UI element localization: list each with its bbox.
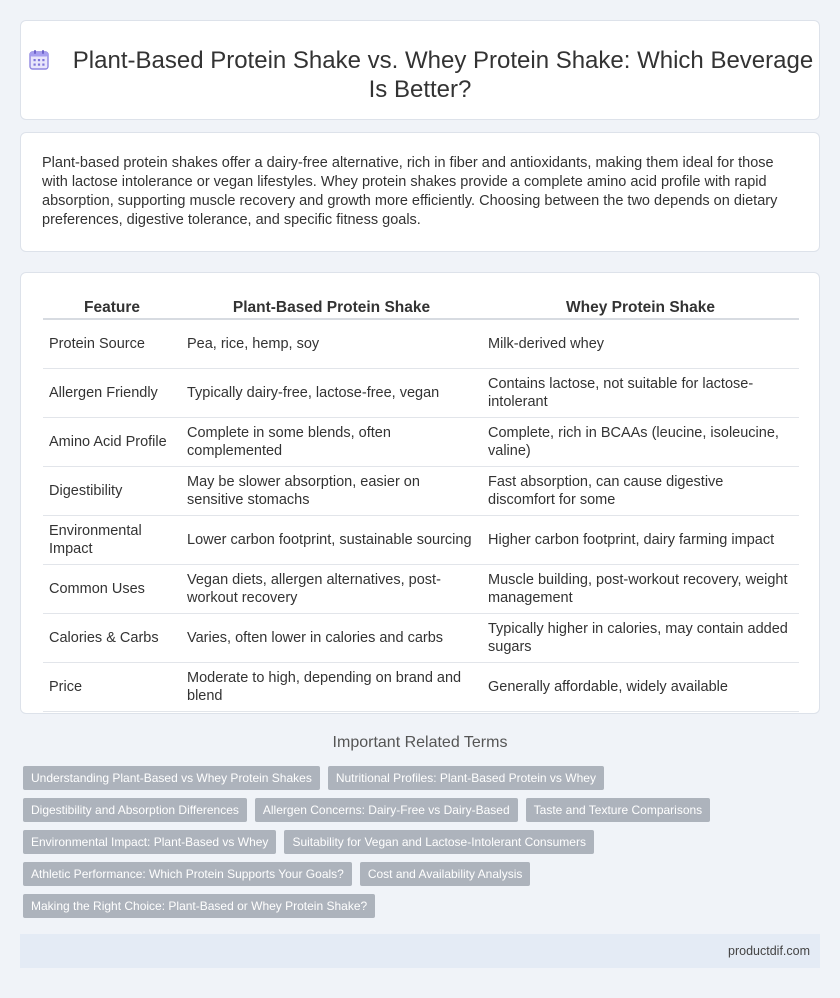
column-header-whey: Whey Protein Shake [482, 294, 799, 319]
related-terms-row [23, 862, 813, 886]
whey-cell: Generally affordable, widely available [482, 662, 799, 711]
table-row [43, 515, 799, 564]
related-terms-row [23, 830, 813, 854]
related-term-tag[interactable]: Environmental Impact: Plant-Based vs Whey [23, 830, 276, 854]
column-header-plant-based: Plant-Based Protein Shake [181, 294, 482, 319]
plant-based-cell: Pea, rice, hemp, soy [181, 319, 482, 368]
related-term-tag[interactable]: Understanding Plant-Based vs Whey Protein Shakes [23, 766, 320, 790]
feature-cell: Calories & Carbs [43, 613, 181, 662]
related-term-tag[interactable]: Athletic Performance: Which Protein Supports Your Goals? [23, 862, 352, 886]
comparison-table [43, 294, 799, 712]
footer [20, 934, 820, 968]
table-row [43, 417, 799, 466]
table-row [43, 564, 799, 613]
table-header-row [43, 294, 799, 319]
related-term-tag[interactable]: Allergen Concerns: Dairy-Free vs Dairy-Based [255, 798, 518, 822]
plant-based-cell: Varies, often lower in calories and carbs [181, 613, 482, 662]
table-row [43, 613, 799, 662]
plant-based-cell: May be slower absorption, easier on sensitive stomachs [181, 466, 482, 515]
table-row [43, 466, 799, 515]
feature-cell: Digestibility [43, 466, 181, 515]
related-terms-row [23, 766, 813, 790]
related-term-tag[interactable]: Digestibility and Absorption Differences [23, 798, 247, 822]
comparison-card [20, 272, 820, 714]
whey-cell: Complete, rich in BCAAs (leucine, isoleucine, valine) [482, 417, 799, 466]
plant-based-cell: Typically dairy-free, lactose-free, vegan [181, 368, 482, 417]
related-terms-title: Important Related Terms [332, 734, 508, 751]
whey-cell: Contains lactose, not suitable for lactose-intolerant [482, 368, 799, 417]
related-term-tag[interactable]: Suitability for Vegan and Lactose-Intolerant Consumers [284, 830, 594, 854]
related-terms-row [23, 798, 813, 822]
feature-cell: Price [43, 662, 181, 711]
related-term-tag[interactable]: Taste and Texture Comparisons [526, 798, 711, 822]
related-terms-row [23, 894, 813, 918]
related-terms-list [23, 766, 813, 926]
summary-card [20, 132, 820, 252]
whey-cell: Milk-derived whey [482, 319, 799, 368]
related-term-tag[interactable]: Cost and Availability Analysis [360, 862, 531, 886]
whey-cell: Fast absorption, can cause digestive discomfort for some [482, 466, 799, 515]
table-row [43, 662, 799, 711]
summary-text: Plant-based protein shakes offer a dairy-free alternative, rich in fiber and antioxidants, making them ideal for those with lactose intolerance or vegan lifestyles. Whey protein shakes provide a complete amino acid profile with rapid absorption, supporting muscle recovery and growth more efficiently. Choosing between the two depends on dietary preferences, digestive tolerance, and specific fitness goals. [42, 155, 778, 228]
feature-cell: Allergen Friendly [43, 368, 181, 417]
feature-cell: Environmental Impact [43, 515, 181, 564]
table-row [43, 368, 799, 417]
plant-based-cell: Vegan diets, allergen alternatives, post-workout recovery [181, 564, 482, 613]
page-title: Plant-Based Protein Shake vs. Whey Protein Shake: Which Beverage Is Better? [72, 47, 814, 103]
plant-based-cell: Lower carbon footprint, sustainable sourcing [181, 515, 482, 564]
footer-site-link[interactable]: productdif.com [728, 944, 810, 958]
table-row [43, 319, 799, 368]
related-term-tag[interactable]: Nutritional Profiles: Plant-Based Protein vs Whey [328, 766, 604, 790]
whey-cell: Higher carbon footprint, dairy farming impact [482, 515, 799, 564]
whey-cell: Muscle building, post-workout recovery, weight management [482, 564, 799, 613]
plant-based-cell: Complete in some blends, often complemented [181, 417, 482, 466]
calendar-icon [27, 48, 51, 72]
plant-based-cell: Moderate to high, depending on brand and blend [181, 662, 482, 711]
feature-cell: Protein Source [43, 319, 181, 368]
title-card [20, 20, 820, 120]
related-term-tag[interactable]: Making the Right Choice: Plant-Based or Whey Protein Shake? [23, 894, 375, 918]
whey-cell: Typically higher in calories, may contain added sugars [482, 613, 799, 662]
feature-cell: Amino Acid Profile [43, 417, 181, 466]
feature-cell: Common Uses [43, 564, 181, 613]
page-title-row [21, 46, 819, 104]
column-header-feature: Feature [43, 294, 181, 319]
